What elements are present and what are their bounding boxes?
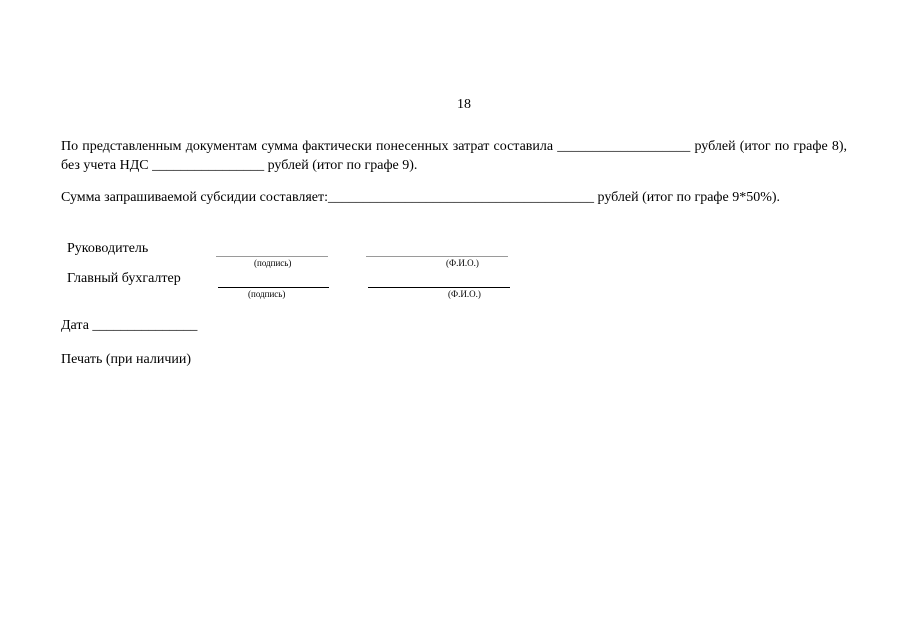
cost-sum-blank: ___________________ <box>557 139 691 154</box>
director-name-line <box>366 256 508 257</box>
subsidy-text-a: Сумма запрашиваемой субсидии составляет: <box>61 190 329 205</box>
chief-accountant-signature-caption: (подпись) <box>248 289 286 299</box>
subsidy-blank: ______________________________________ <box>328 190 595 205</box>
director-name-caption: (Ф.И.О.) <box>446 258 479 268</box>
date-row <box>61 318 197 334</box>
date-blank: _______________ <box>92 318 198 333</box>
date-label: Дата <box>61 318 89 333</box>
director-signature-line <box>216 256 328 257</box>
stamp-label: Печать (при наличии) <box>61 352 192 367</box>
page-number: 18 <box>457 97 471 112</box>
subsidy-text-b: рублей (итог по графе 9*50%). <box>594 190 781 205</box>
cost-sum-text-a: По представленным документам сумма фактически понесенных затрат составила <box>61 139 558 154</box>
cost-sum-paragraph <box>61 137 847 175</box>
chief-accountant-label: Главный бухгалтер <box>67 271 181 286</box>
subsidy-paragraph <box>61 188 847 207</box>
cost-without-vat-blank: ________________ <box>152 158 265 173</box>
chief-accountant-name-line <box>368 287 510 288</box>
director-label: Руководитель <box>67 241 149 256</box>
chief-accountant-signature-line <box>218 287 329 288</box>
director-signature-caption: (подпись) <box>254 258 292 268</box>
cost-sum-text-c: рублей (итог по графе 9). <box>264 158 418 173</box>
chief-accountant-name-caption: (Ф.И.О.) <box>448 289 481 299</box>
cost-sum-text-b: рублей (итог по графе 8), без учета НДС <box>61 139 847 173</box>
